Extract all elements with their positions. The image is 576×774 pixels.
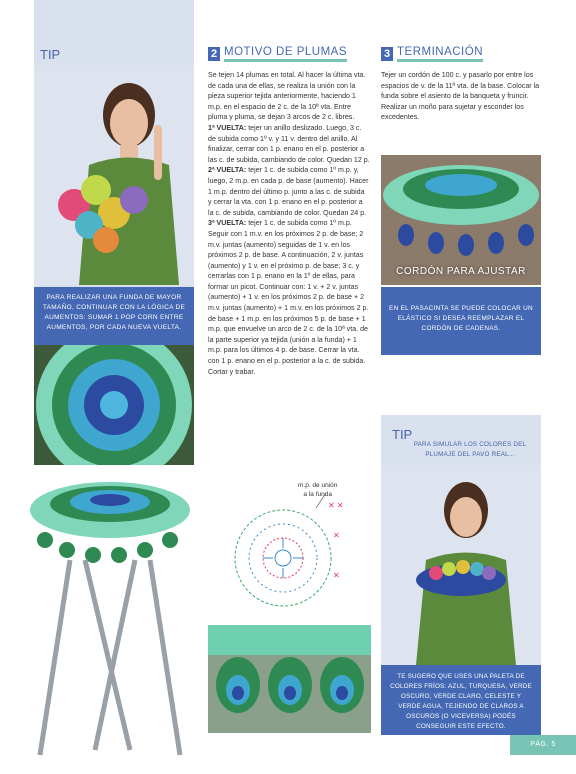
section3-header	[381, 46, 483, 62]
page-number: PÁG. 5	[510, 735, 576, 755]
svg-text:✕: ✕	[333, 531, 340, 540]
round2-text: tejer 1 c. de subida como 1º m.p. y, luego, 2 m.p. en cada p. de base (aumento). Hacer 1 m.p. dentro del último p. junto a las c. de subida y cerrar la vta. con 1 p. enano en el p. posterior a la c. de subida, cambiando de color. Quedan 24 p.	[208, 166, 369, 217]
section2-body	[208, 70, 370, 377]
section2-number: 2	[208, 47, 220, 61]
cord-photo-title: CORDÓN PARA AJUSTAR	[396, 266, 526, 277]
section3-number: 3	[381, 47, 393, 61]
svg-text:✕ ✕: ✕ ✕	[328, 501, 344, 510]
tip-caption-right: TE SUGERO QUE USES UNA PALETA DE COLORES FRÍOS: AZUL, TURQUESA, VERDE OSCURO, VERDE CLARO, CELESTE Y VERDE AGUA, TEJIENDO DE CLAROS A OSCUROS (O VICEVERSA) PODÉS CONSEGUIR ESTE EFECTO.	[381, 665, 541, 735]
tip-caption-left: PARA REALIZAR UNA FUNDA DE MAYOR TAMAÑO, CONTINUAR CON LA LÓGICA DE AUMENTOS: SUMAR 1 POP CORN ENTRE AUMENTOS, POR CADA NUEVA VUELTA.	[34, 287, 194, 345]
tip-label-left: TIP	[40, 47, 61, 62]
section2-intro: Se tejen 14 plumas en total. Al hacer la última vta. de cada una de ellas, se realiza la unión con la pieza superior tejida anteriormente, haciendo 1 m.p. en el espacio de 2 c. de la 10ª vta. Entre pluma y pluma, se dejan 3 arcos de 2 c. libres.	[208, 71, 366, 122]
crochet-seat-cover-photo	[34, 345, 194, 465]
crochet-feather-diagram	[208, 478, 368, 618]
section3-body: Tejer un cordón de 100 c. y pasarlo por entre los espacios de v. de la 11ª vta. de la base. Colocar la funda sobre el asiento de la banqueta y fruncir. Realizar un moño para sujetar y esconder los excedentes.	[381, 71, 540, 122]
round3-label: 3ª VUELTA:	[208, 219, 247, 228]
round1-label: 1ª VUELTA:	[208, 123, 247, 132]
section3-title: TERMINACIÓN	[397, 46, 483, 62]
peacock-feather-edge-photo	[208, 625, 371, 733]
tip-note-right: PARA SIMULAR LOS COLORES DEL PLUMAJE DEL PAVO REAL...	[413, 441, 527, 458]
tip-label-right: TIP	[392, 427, 413, 442]
section2-header	[208, 46, 347, 62]
round1-text: tejer un anillo deslizado. Luego, 3 c. de subida como 1º v. y 11 v. dentro del anillo. Al finalizar, cerrar con 1 p. enano en el p. posterior a las c. de subida, cambiando de color. Quedan 12 p.	[208, 123, 370, 164]
woman-with-bowl-photo	[381, 465, 541, 665]
stool-photo	[15, 470, 205, 770]
section2-title: MOTIVO DE PLUMAS	[224, 46, 347, 62]
woman-with-yarn-photo	[34, 65, 194, 285]
round3-text: tejer 1 c. de subida como 1º m.p. Seguir con 1 m.v. en los próximos 2 p. de base; 2 m.v. juntas (aumento) seguidas de 1 v. en los próximos 2 p. de base. A continuación, 2 v. juntas (aumento) y 1 v. en el próximo p. de base; 3 c. y cerrarlas con 1 p. enano en la 1º de ellas, para formar un picot. Continuar con: 1 v. + 2 v. juntas (aumento) + 1 v. en los próximos 2 p. de base + 2 m.v. juntas (aumento) + 1 m.v. en los próximos 2 p. de base + 1 m.p. en los próximos 5 p. de base + 1 m.p. que envuelve un arco de 2 c. de la 10ª vta. de la parte superior ya tejida (unión a la funda) + 1 m.p. para los últimos 4 p. de base. Cerrar la vta. con 1 p. enano en el p. posterior a la c. de subida. Cortar y trabar.	[208, 219, 369, 376]
diagram-label: m.p. de unión a la funda	[298, 482, 338, 498]
cord-caption: EN EL PASACINTA SE PUEDE COLOCAR UN ELÁSTICO SI DESEA REEMPLAZAR EL CORDÓN DE CADENAS.	[381, 287, 541, 355]
round2-label: 2ª VUELTA:	[208, 166, 247, 175]
svg-text:✕: ✕	[333, 571, 340, 580]
